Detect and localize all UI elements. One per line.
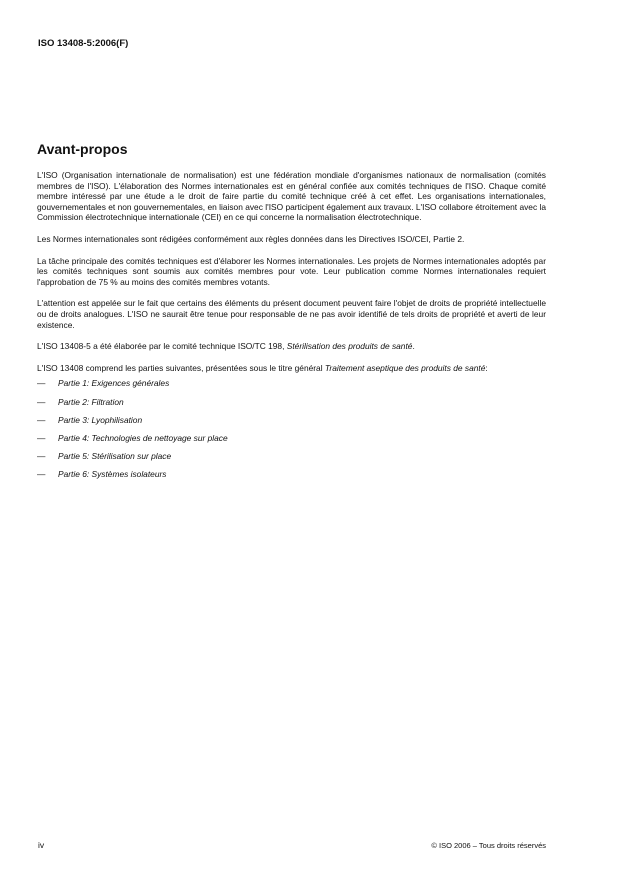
list-item bbox=[37, 433, 546, 444]
list-item bbox=[37, 415, 546, 426]
parts-list bbox=[37, 378, 546, 480]
prepared-by-end: . bbox=[412, 341, 415, 352]
part-label: Partie 2: Filtration bbox=[58, 396, 124, 407]
paragraph-patent-rights: L'attention est appelée sur le fait que certains des éléments du présent document peuvent faire l'objet de droits de propriété intellectuelle ou de droits analogues. L'ISO ne saurait être tenue pour responsable de ne pas avoir identifié de tels droits de propriété et averti de leur existence. bbox=[37, 298, 546, 330]
dash-bullet: — bbox=[37, 451, 46, 462]
paragraph-committee-tasks: La tâche principale des comités techniques est d'élaborer les Normes internationales. Les projets de Normes internationales adoptés par les comités techniques sont soumis aux comités membres pour vote. Leur publication comme Normes internationales requiert l'approbation de 75 % au moins des comités membres votants. bbox=[37, 255, 546, 287]
dash-bullet: — bbox=[37, 414, 46, 425]
dash-bullet: — bbox=[37, 396, 46, 407]
list-item bbox=[37, 378, 546, 389]
part-label: Partie 4: Technologies de nettoyage sur place bbox=[58, 432, 228, 443]
part-label: Partie 3: Lyophilisation bbox=[58, 414, 143, 425]
dash-bullet: — bbox=[37, 469, 46, 480]
copyright-notice: © ISO 2006 – Tous droits réservés bbox=[431, 841, 546, 850]
paragraph-directives: Les Normes internationales sont rédigées conformément aux règles données dans les Directives ISO/CEI, Partie 2. bbox=[37, 233, 465, 244]
document-id: ISO 13408-5:2006(F) bbox=[38, 38, 129, 49]
page-title: Avant-propos bbox=[37, 141, 128, 157]
page-number: iv bbox=[38, 840, 45, 850]
paragraph-prepared-by bbox=[37, 341, 546, 352]
dash-bullet: — bbox=[37, 432, 46, 443]
paragraph-parts-intro bbox=[37, 363, 546, 374]
list-item bbox=[37, 469, 546, 480]
dash-bullet: — bbox=[37, 378, 46, 389]
foreword-body bbox=[37, 170, 546, 487]
paragraph-iso-intro: L'ISO (Organisation internationale de normalisation) est une fédération mondiale d'organismes nationaux de normalisation (comités membres de l'ISO). L'élaboration des Normes internationales est en général confiée aux comités techniques de l'ISO. Chaque comité membre intéressé par une étude a le droit de faire partie du comité technique créé à cet effet. Les organisations internationales, gouvernementales et non gouvernementales, en liaison avec l'ISO participent également aux travaux. L'ISO collabore étroitement avec la Commission électrotechnique internationale (CEI) en ce qui concerne la normalisation électrotechnique. bbox=[37, 170, 546, 223]
parts-intro-text: L'ISO 13408 comprend les parties suivantes, présentées sous le titre général bbox=[37, 362, 325, 373]
part-label: Partie 1: Exigences générales bbox=[58, 378, 170, 389]
list-item bbox=[37, 451, 546, 462]
part-label: Partie 6: Systèmes isolateurs bbox=[58, 469, 167, 480]
prepared-by-text: L'ISO 13408-5 a été élaborée par le comité technique ISO/TC 198, bbox=[37, 341, 287, 352]
list-item bbox=[37, 397, 546, 408]
part-label: Partie 5: Stérilisation sur place bbox=[58, 451, 172, 462]
parts-intro-end: : bbox=[485, 362, 488, 373]
committee-title: Stérilisation des produits de santé bbox=[286, 341, 413, 352]
general-title: Traitement aseptique des produits de santé bbox=[324, 362, 486, 373]
